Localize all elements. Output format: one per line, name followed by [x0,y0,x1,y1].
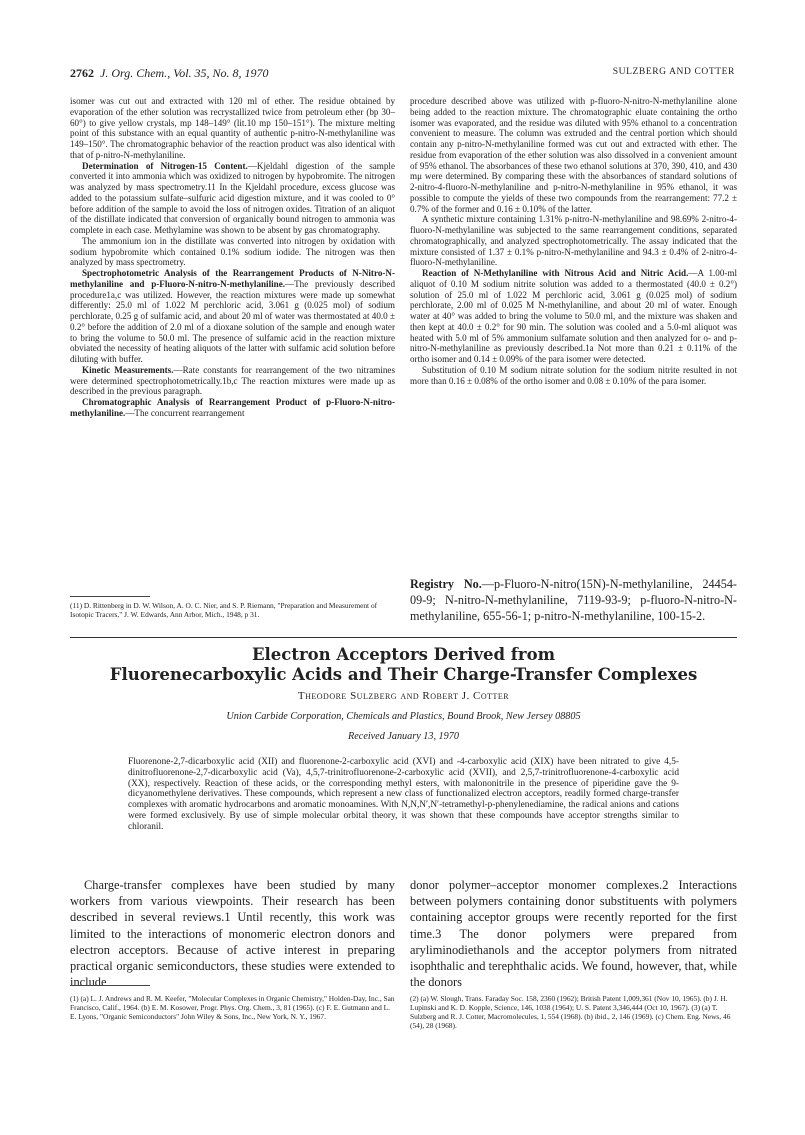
article-body-right: donor polymer–acceptor monomer complexes.2 Interactions between polymers containing donor substituents with polymers containing acceptor groups were recently reported for the first time.3 The donor polymers were prepared from aryliminodiethanols and the acceptor polymers from nitrated isophthalic and terephthalic acids. We found, however, that, while the donors [410,878,737,990]
previous-article-left-column [70,96,395,419]
article-abstract: Fluorenone-2,7-dicarboxylic acid (XII) and fluorenone-2-carboxylic acid (XVI) and -4-carboxylic acid (XIX) have been nitrated to give 4,5-dinitrofluorenone-2,7-dicarboxylic acid (Va), 4,5,7-trinitrofluorenone-2-carboxylic acid (XVII), and 2,5,7-trinitrofluorenone-4-carboxylic acid (XX), respectively. Reaction of these acids, or the corresponding methyl esters, with malononitrile in the presence of piperidine gave the 9-dicyanomethylene derivatives. These compounds, which represent a new class of functionalized electron acceptors, readily formed charge-transfer complexes with aromatic hydrocarbons and aromatic monoamines. With N,N,N′,N′-tetramethyl-p-phenylenediamine, the radical anions and cations were formed exclusively. By use of simple molecular orbital theory, it was shown that these compounds have acceptor strengths similar to chloranil. [128,757,679,832]
article-title-line-1: Electron Acceptors Derived from [251,645,556,664]
article-title-line-2: Fluorenecarboxylic Acids and Their Charge-Transfer Complexes [109,665,698,684]
journal-name: J. Org. Chem., Vol. 35, No. 8, 1970 [100,66,269,80]
article-affiliation: Union Carbide Corporation, Chemicals and Plastics, Bound Brook, New Jersey 08805 [226,711,581,722]
previous-article-right-column [410,96,737,386]
section-heading: Chromatographic Analysis of Rearrangement Product of p-Fluoro-N-nitro-methylaniline. [70,397,395,418]
page-number: 2762 [70,66,94,80]
footnote-1: (1) (a) L. J. Andrews and R. M. Keefer, "Molecular Complexes in Organic Chemistry," Holden-Day, Inc., San Francisco, Calif., 1964. (b) E. M. Kosower, Progr. Phys. Org. Chem., 3, 81 (1965). (c) F. E. Gutmann and L. E. Lyons, "Organic Semiconductors" John Wiley & Sons, Inc., New York, N. Y., 1967. [70,994,395,1021]
journal-citation [70,66,269,81]
paragraph: Kinetic Measurements.—Rate constants for rearrangement of the two nitramines were determined spectrophotometrically.1b,c The reaction mixtures were made up as described in the previous paragraph. [70,364,395,397]
paragraph: procedure described above was utilized with p-fluoro-N-nitro-N-methylaniline alone being added to the reaction mixture. The chromatographic eluate containing the ortho isomer was evaporated, and the residue was diluted with 95% ethanol to a concentration convenient to measure. The column was extruded and the central portion which should contain any p-nitro-N-methylaniline formed was cut out and extracted with ether. The residue from evaporation of the ether solution was also dissolved in a convenient amount of 95% ethanol. The absorbances of these two ethanol solutions at 370, 390, 410, and 430 mμ were determined. By comparing these with the absorbances of standard solutions of 2-nitro-4-fluoro-N-methylaniline and p-nitro-N-methylaniline in 95% ethanol, it was possible to compute the yields of these two compounds from the rearrangement: 77.2 ± 0.7% of the former and 0.16 ± 0.10% of the latter. [410,96,737,214]
section-heading: Reaction of N-Methylaniline with Nitrous Acid and Nitric Acid. [422,268,689,278]
footnote-rule [70,596,150,597]
article-body-left: Charge-transfer complexes have been studied by many workers from various viewpoints. Their research has been described in several reviews.1 Until recently, this work was limited to the interactions of monomeric electron donors and electron acceptors. Because of active interest in preparing practical organic semiconductors, these studies were extended to include [70,878,395,990]
running-head-authors: SULZBERG AND COTTER [612,67,735,77]
paragraph: Spectrophotometric Analysis of the Rearrangement Products of N-Nitro-N-methylaniline and p-Fluoro-N-nitro-N-methylaniline.—The previously described procedure1a,c was utilized. However, the reaction mixtures were made up somewhat differently: 25.0 ml of 1.022 M perchloric acid, 3.061 g (0.025 mol) of sodium perchlorate, 0.25 g of sulfamic acid, and about 20 ml of water was thermostated at 40.0 ± 0.2° before the addition of 2.0 ml of a dioxane solution of the sample and enough water to bring the volume to 50.0 ml. The presence of sulfamic acid in the reaction mixture obviated the necessity of heating aliquots of the latter with sulfamic acid solution before diluting with buffer. [70,268,395,364]
paragraph: The ammonium ion in the distillate was converted into nitrogen by oxidation with sodium hypobromite which contained 0.1% sodium iodide. The nitrogen was then analyzed by mass spectrometry. [70,235,395,268]
section-heading: Spectrophotometric Analysis of the Rearrangement Products of N-Nitro-N-methylaniline and p-Fluoro-N-nitro-N-methylaniline. [70,268,395,289]
article-separator [70,637,737,638]
registry-heading: Registry No. [410,577,482,591]
paragraph: A synthetic mixture containing 1.31% p-nitro-N-methylaniline and 98.69% 2-nitro-4-fluoro-N-methylaniline was subjected to the same rearrangement conditions, separated chromatographically, and analyzed spectrophotometrically. The assay indicated that the mixture consisted of 1.37 ± 0.1% p-nitro-N-methylaniline and 94.3 ± 0.4% of 2-nitro-4-fluoro-N-methylaniline. [410,214,737,268]
section-heading: Determination of Nitrogen-15 Content. [82,160,248,171]
paragraph: isomer was cut out and extracted with 120 ml of ether. The residue obtained by evaporation of the ether solution was recrystallized twice from petroleum ether (bp 30–60°) to give yellow crystals, mp 148–149° (lit.10 mp 150–151°). The mixture melting point of this substance with an equal quantity of authentic p-nitro-N-methylaniline was 149–150°. The chromatographic behavior of the reaction product was also identical with that of p-nitro-N-methylaniline. [70,96,395,160]
paragraph: Determination of Nitrogen-15 Content.—Kjeldahl digestion of the sample converted it into ammonia which was oxidized to nitrogen by hypobromite. The nitrogen was analyzed by mass spectrometry.11 In the Kjeldahl procedure, excess glucose was added to the potassium sulfate–sulfuric acid digestion mixture, and it was cooled to 0° before addition of the sample to avoid the loss of nitrogen oxides. Titration of an aliquot of the distillate indicated that conversion of organically bound nitrogen to ammonia was complete in each case. Methylamine was shown to be absent by gas chromatography. [70,160,395,235]
paragraph: Reaction of N-Methylaniline with Nitrous Acid and Nitric Acid.—A 1.00-ml aliquot of 0.10 M sodium nitrite solution was added to a thermostated (40.0 ± 0.2°) solution of 25.0 ml of 1.022 M perchloric acid, 3.061 g (0.025 mol) of sodium perchlorate, 2.00 ml of 0.025 M N-methylaniline, and about 20 ml of water. Enough water at 40° was added to bring the volume to 50.0 ml, and the mixture was shaken and then kept at 40.0 ± 0.2° for 90 min. The solution was cooled and a 5.0-ml aliquot was heated with 5.0 ml of 5% ammonium sulfamate solution and then analyzed for o- and p-nitro-N-methylaniline as previously described.1a Not more than 0.21 ± 0.11% of the ortho isomer and 0.14 ± 0.09% of the para isomer were detected. [410,268,737,364]
paragraph: Substitution of 0.10 M sodium nitrate solution for the sodium nitrite resulted in not more than 0.16 ± 0.08% of the ortho isomer and 0.08 ± 0.10% of the para isomer. [410,364,737,386]
footnote-11: (11) D. Rittenberg in D. W. Wilson, A. O. C. Nier, and S. P. Riemann, "Preparation and Measurement of Isotopic Tracers," J. W. Edwards, Ann Arbor, Mich., 1948, p 31. [70,601,378,619]
footnote-rule [70,985,150,986]
received-date: Received January 13, 1970 [348,731,459,742]
article-authors: Theodore Sulzberg and Robert J. Cotter [297,690,510,702]
running-header [70,66,735,84]
registry-numbers: Registry No.—p-Fluoro-N-nitro(15N)-N-methylaniline, 24454-09-9; N-nitro-N-methylaniline, 7119-93-9; p-fluoro-N-nitro-N-methylaniline, 655-56-1; p-nitro-N-methylaniline, 100-15-2. [410,577,737,623]
paragraph: Chromatographic Analysis of Rearrangement Product of p-Fluoro-N-nitro-methylaniline.—The concurrent rearrangement [70,397,395,418]
section-heading: Kinetic Measurements. [82,364,174,375]
footnotes-2-3: (2) (a) W. Slough, Trans. Faraday Soc. 158, 2360 (1962); British Patent 1,009,361 (Nov 10, 1965). (b) J. H. Lupinski and K. D. Kopple, Science, 146, 1038 (1964); U. S. Patent 3,346,444 (Oct 10, 1967). (3) (a) T. Sulzberg and R. J. Cotter, Macromolecules, 1, 554 (1968). (b) ibid., 2, 146 (1969). (c) Chem. Eng. News, 46 (54), 28 (1968). [410,994,731,1030]
